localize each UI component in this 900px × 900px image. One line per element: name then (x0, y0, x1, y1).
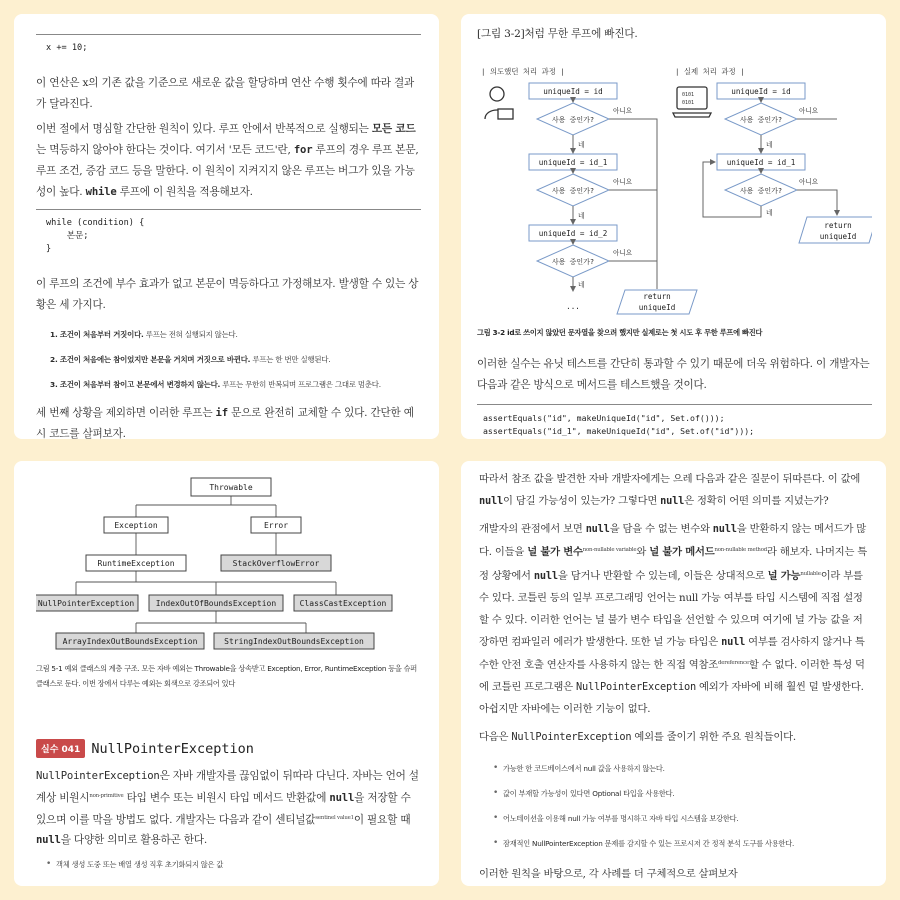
list-item: • 값이 부재할 가능성이 있다면 Optional 타입을 사용한다. (493, 789, 870, 799)
list-item: 3. 조건이 처음부터 참이고 본문에서 변경하지 않는다. 루프는 무한히 반복되며 프로그램은 그대로 멈춘다. (50, 380, 381, 389)
code-block-asserts: assertEquals("id", makeUniqueId("id", Set.of())); assertEquals("id_1", makeUniqueId("id", Set.of("id"))); (477, 404, 872, 439)
flow-left-yes-2: 네 (578, 212, 585, 220)
node-runtime-exception: RuntimeException (97, 559, 175, 568)
computer-icon (673, 87, 711, 117)
page-top-right (461, 14, 886, 439)
node-index-out-of-bounds-exception: IndexOutOfBoundsException (155, 599, 277, 608)
emphasis-all-code: 모든 코드 (371, 123, 416, 135)
figure-intro-text: [그림 3-2]처럼 무한 루프에 빠진다. (477, 28, 638, 40)
flow-left-no-2: 아니요 (613, 178, 633, 186)
flow-right-assign-1: uniqueId = id (731, 87, 791, 96)
case-list (36, 329, 421, 391)
flow-right-return-2: uniqueId (819, 232, 857, 241)
node-stack-overflow-error: StackOverflowError (232, 559, 320, 568)
list-item: 1. 조건이 처음부터 거짓이다. 루프는 전혀 실행되지 않는다. (50, 330, 238, 339)
node-array-index-out-bounds-exception: ArrayIndexOutBoundsException (62, 637, 198, 646)
flowchart-figure-3-2 (477, 47, 872, 315)
paragraph-null-question: 따라서 참조 값을 발견한 자바 개발자에게는 으레 다음과 같은 질문이 뒤따른다. 이 값에 null이 담길 가능성이 있는가? 그렇다면 null은 정확히 어떤 의미를 지녔는가? (479, 473, 861, 507)
flow-right-no-2: 아니요 (799, 178, 819, 186)
exception-hierarchy-diagram (36, 467, 426, 657)
node-throwable: Throwable (209, 483, 253, 492)
flow-left-assign-2: uniqueId = id_1 (538, 158, 608, 167)
paragraph-closing: 이러한 원칙을 바탕으로, 각 사례를 더 구체적으로 살펴보자 (479, 867, 738, 880)
page-top-left (14, 14, 439, 439)
node-class-cast-exception: ClassCastException (299, 599, 387, 608)
flow-right-no-1: 아니요 (799, 107, 819, 115)
flow-left-no-3: 아니요 (613, 249, 633, 257)
node-error: Error (263, 521, 289, 530)
flow-left-return-1: return (643, 292, 671, 301)
list-item: • 객체 생성 도중 또는 배열 생성 직후 초기화되지 않은 값 (46, 860, 421, 870)
page-bottom-right (461, 461, 886, 886)
section-title: NullPointerException (91, 740, 254, 757)
mistake-number-badge: 실수 041 (36, 739, 85, 758)
node-exception: Exception (114, 521, 158, 530)
svg-text:0101: 0101 (682, 100, 695, 106)
paragraph-principles-intro: 다음은 NullPointerException 예외를 줄이기 위한 주요 원칙들이다. (479, 730, 796, 743)
flow-right-assign-2: uniqueId = id_1 (726, 158, 796, 167)
flow-right-decision-2: 사용 중인가? (739, 187, 783, 195)
actual-process-label: | 실제 처리 과정 | (675, 67, 745, 76)
flow-left-decision-2: 사용 중인가? (551, 187, 595, 195)
list-item: • 어노테이션을 이용해 null 가능 여부를 명시하고 자바 타입 시스템을 보강한다. (493, 814, 870, 824)
principles-list (479, 764, 870, 849)
figure-3-2-caption: 그림 3-2 id로 쓰이지 않았던 문자열을 찾으려 했지만 실제로는 첫 시도 후 무한 루프에 빠진다 (477, 328, 763, 337)
flow-left-no-1: 아니요 (613, 107, 633, 115)
paragraph-unit-test-danger: 이러한 실수는 유닛 테스트를 간단히 통과할 수 있기 때문에 더욱 위험하다. 이 개발자는 다음과 같은 방식으로 메서드를 테스트했을 것이다. (477, 358, 870, 391)
page-bottom-left (14, 461, 439, 886)
code-block-while-loop: while (condition) { 본문; } (36, 209, 421, 264)
list-item: • 가능한 한 코드베이스에서 null 값을 사용하지 않는다. (493, 764, 870, 774)
flow-left-decision-3: 사용 중인가? (551, 258, 595, 266)
flow-right-yes-1: 네 (766, 141, 773, 149)
flow-left-ellipsis: ... (566, 302, 580, 311)
figure-5-1-caption: 그림 5-1 예외 클래스의 계층 구조. 모든 자바 예외는 Throwable을 상속받고 Exception, Error, RuntimeException 등을 슈퍼클래스로 둔다. 이번 장에서 다루는 예외는 회색으로 강조되어 있다 (36, 664, 417, 688)
flow-right-yes-2: 네 (766, 209, 773, 217)
list-item: • 잠재적인 NullPointerException 문제를 감지할 수 있는 프로시저 간 정적 분석 도구를 사용한다. (493, 839, 870, 849)
flow-left-decision-1: 사용 중인가? (551, 116, 595, 124)
paragraph-increment-explanation: 이 연산은 x의 기존 값을 기준으로 새로운 값을 할당하며 연산 수행 횟수에 따라 결과가 달라진다. (36, 77, 415, 110)
code-block-increment: x += 10; (36, 34, 421, 63)
intended-process-label: | 의도했던 처리 과정 | (481, 67, 565, 76)
flow-right-return-1: return (824, 221, 852, 230)
list-item: 2. 조건이 처음에는 참이었지만 본문을 거치며 거짓으로 바뀐다. 루프는 한 번만 실행된다. (50, 355, 331, 364)
flow-left-yes-1: 네 (578, 141, 585, 149)
paragraph-three-cases: 이 루프의 조건에 부수 효과가 없고 본문이 멱등하다고 가정해보자. 발생할 수 있는 상황은 세 가지다. (36, 278, 419, 311)
flow-left-yes-3: 네 (578, 281, 585, 289)
flow-right-decision-1: 사용 중인가? (739, 116, 783, 124)
paragraph-nullability-concepts: 개발자의 관점에서 보면 null을 담을 수 없는 변수와 null을 반환하지 않는 메서드가 많다. 이들을 널 불가 변수$^{non-nullable variable}$와 널 불가 메서드$^{non-nullable method}$라 해보자. 나머지는 특정 상황에서 null을 담거나 반환할 수 있는데, 이들은 상대적으로 널 가능$^{nullable}$이라 부를 수 있다. 코틀린 등의 일부 프로그래밍 언어는 null 가능 여부를 타입 시스템에 직접 설정할 수 있다. 이러한 언어는 널 불가 변수 타입을 선언할 수 있으며 여기에 널 가능 값을 저장하면 컴파일러 에러가 발생한다. 또한 널 가능 타입은 null 여부를 검사하지 않거나 특수한 안전 호출 연산자를 사용하지 않는 한 직접 역참조$^{dereference}$할 수 없다. 이러한 특성 덕에 코틀린 프로그램은 NullPointerException 예외가 자바에 비해 훨씬 덜 발생한다. 아쉽지만 자바에는 이러한 기능이 없다. (479, 522, 868, 715)
paragraph-if-replacement: 세 번째 상황을 제외하면 이러한 루프는 if 문으로 완전히 교체할 수 있다. 간단한 예시 코드를 살펴보자. (36, 407, 414, 439)
section-header (36, 739, 421, 758)
flow-left-return-2: uniqueId (638, 303, 676, 312)
node-null-pointer-exception: NullPointerException (37, 599, 135, 608)
svg-text:0101: 0101 (682, 92, 695, 98)
paragraph-npe-intro: NullPointerException은 자바 개발자를 끊임없이 뒤따라 다닌다. 자바는 언어 설계상 비원시$^{non-primitive}$ 타입 변수 또는 비원시 타입 메서드 반환값에 null을 저장할 수 있으며 이를 막을 방법도 없다. 개발자는 다음과 같이 센티널값$^{sentinel value1}$이 필요할 때 null을 다양한 의미로 활용하곤 한다. (36, 770, 419, 846)
paragraph-idempotence-principle: 이번 절에서 명심할 간단한 원칙이 있다. 루프 안에서 반복적으로 실행되는 모든 코드는 멱등하지 않아야 한다는 것이다. 여기서 '모든 코드'란, for 루프의 경우 루프 본문, 루프 조건, 증감 코드 등을 말한다. 이 원칙이 지켜지지 않은 루프는 버그가 있을 가능성이 높다. while 루프에 이 원칙을 적용해보자. (36, 123, 419, 198)
flow-left-assign-1: uniqueId = id (543, 87, 603, 96)
flow-left-assign-3: uniqueId = id_2 (538, 229, 608, 238)
node-string-index-out-bounds-exception: StringIndexOutBoundsException (224, 637, 364, 646)
developer-person-icon (485, 87, 513, 119)
sentinel-use-list (36, 860, 421, 870)
